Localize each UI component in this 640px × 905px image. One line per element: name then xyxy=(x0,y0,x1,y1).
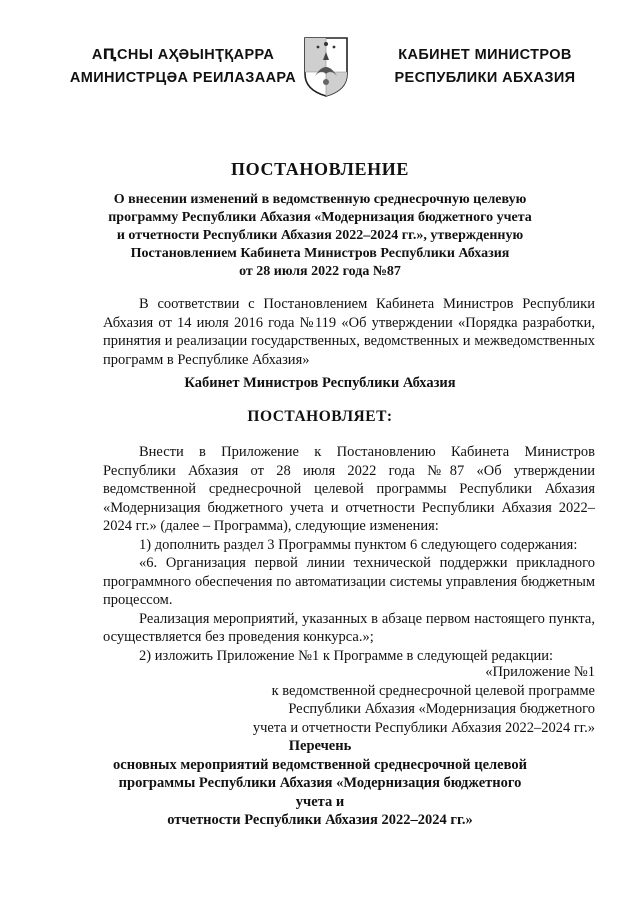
body-paragraph: 1) дополнить раздел 3 Программы пунктом 6 следующего содержания: xyxy=(139,536,578,553)
body-paragraph: Реализация мероприятий, указанных в абзаце первом настоящего пункта, осуществляется без проведения конкурса.»; xyxy=(103,610,595,645)
list-title-line: отчетности Республики Абхазия 2022–2024 гг.» xyxy=(167,812,473,828)
body-paragraph: Внести в Приложение к Постановлению Кабинета Министров Республики Абхазия от 28 июля 2022 года №87 «Об утверждении ведомственной среднесрочной целевой программы Республики Абхазия «Модернизация бюджетного учета и отчетности Республики Абхазия 2022–2024 гг.» (далее – Программа), следующие изменения: xyxy=(103,444,595,534)
annex-line: Республики Абхазия «Модернизация бюджетного xyxy=(288,701,595,717)
annex-line: «Приложение №1 xyxy=(485,664,595,680)
resolves-heading: ПОСТАНОВЛЯЕТ: xyxy=(247,408,393,425)
subtitle-line: и отчетности Республики Абхазия 2022–2024 гг.», утвержденную xyxy=(116,228,524,243)
coat-of-arms-icon xyxy=(303,36,349,98)
subtitle-line: программу Республики Абхазия «Модернизация бюджетного учета xyxy=(108,210,532,225)
document-type-title: ПОСТАНОВЛЕНИЕ xyxy=(231,159,409,179)
header-right-line2: РЕСПУБЛИКИ АБХАЗИЯ xyxy=(394,70,576,86)
subtitle-line: Постановлением Кабинета Министров Республики Абхазия xyxy=(130,246,510,261)
header-right-block xyxy=(385,44,585,90)
subtitle-line: О внесении изменений в ведомственную среднесрочную целевую xyxy=(113,192,527,207)
header-left-block xyxy=(68,44,298,90)
subtitle-line: от 28 июля 2022 года №87 xyxy=(239,264,401,279)
annex-line: к ведомственной среднесрочной целевой программе xyxy=(271,682,595,699)
body-text xyxy=(103,443,595,665)
body-paragraph: 2) изложить Приложение №1 к Программе в следующей редакции: xyxy=(139,647,554,664)
list-title xyxy=(100,737,540,830)
list-title-line: Перечень xyxy=(288,738,352,754)
header-left-line1: АԤСНЫ АҲӘЫНҬҚАРРА xyxy=(91,47,275,63)
body-paragraph: «6. Организация первой линии технической поддержки прикладного программного обеспечения по автоматизации системы управления бюджетным процессом. xyxy=(103,555,595,608)
authority-line: Кабинет Министров Республики Абхазия xyxy=(184,375,456,391)
list-title-line: программы Республики Абхазия «Модернизация бюджетного учета и xyxy=(118,775,522,810)
annex-line: учета и отчетности Республики Абхазия 2022–2024 гг.» xyxy=(252,719,595,736)
annex-reference xyxy=(175,663,595,737)
list-title-line: основных мероприятий ведомственной среднесрочной целевой xyxy=(113,756,527,773)
document-subtitle xyxy=(100,191,540,281)
header-left-line2: АМИНИСТРЦӘА РЕИЛАЗААРА xyxy=(69,70,297,86)
header-right-line1: КАБИНЕТ МИНИСТРОВ xyxy=(398,47,572,63)
preamble-paragraph: В соответствии с Постановлением Кабинета Министров Республики Абхазия от 14 июля 2016 года №119 «Об утверждении «Порядка разработки, принятия и реализации государственных, ведомственных и межведомственных программ в Республике Абхазия» xyxy=(103,296,595,368)
